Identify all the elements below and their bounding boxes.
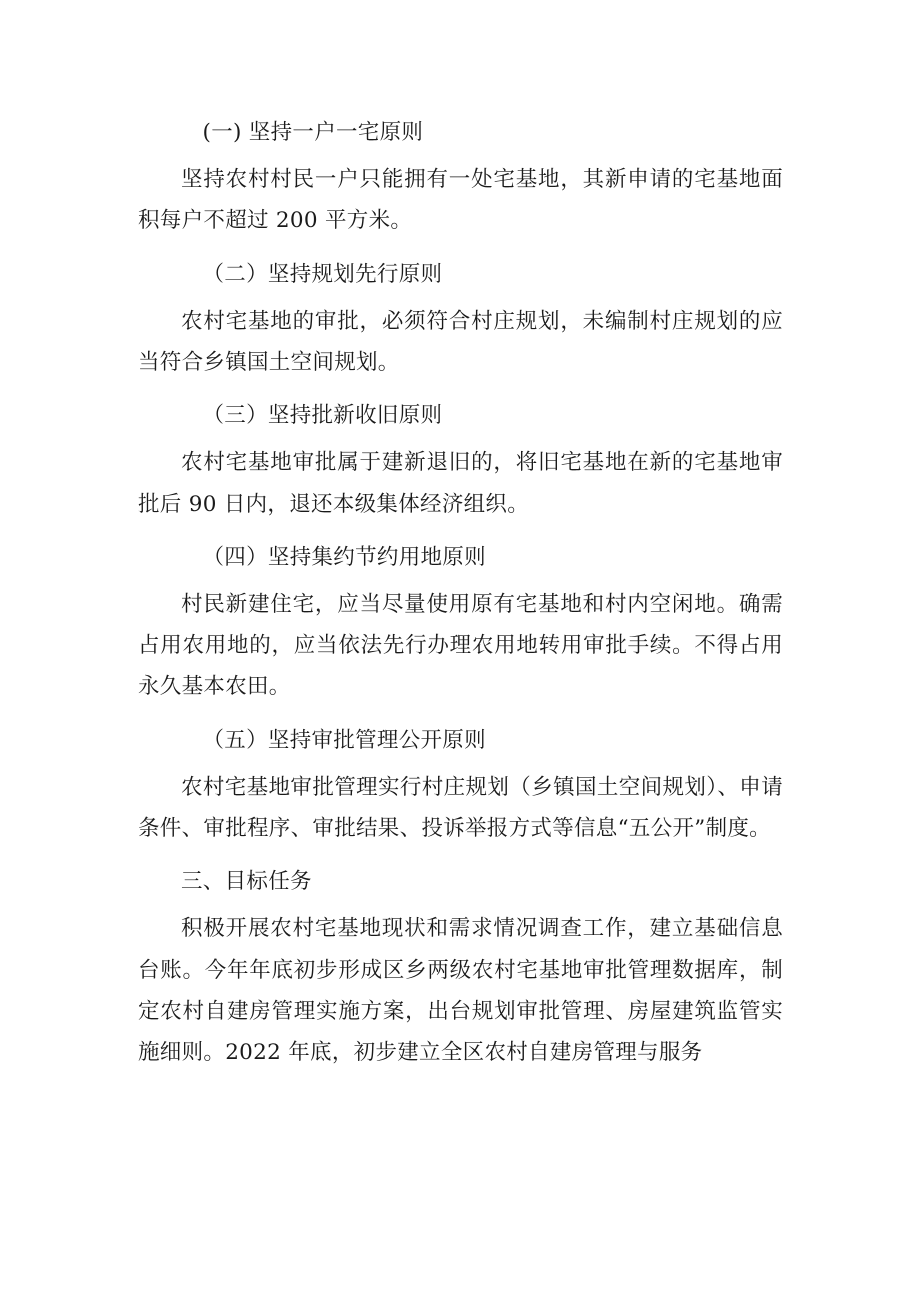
paragraph-principle-2: 农村宅基地的审批，必须符合村庄规划，未编制村庄规划的应当符合乡镇国土空间规划。	[138, 308, 783, 376]
paragraph-principle-3: 农村宅基地审批属于建新退旧的，将旧宅基地在新的宅基地审批后 90 日内，退还本级集体经济组织。	[138, 450, 783, 517]
section-heading-goals: 三、目标任务	[181, 869, 312, 895]
subheading-principle-2: （二）坚持规划先行原则	[202, 261, 443, 287]
subheading-principle-1: (一) 坚持一户一宅原则	[202, 120, 424, 145]
paragraph-principle-4: 村民新建住宅，应当尽量使用原有宅基地和村内空闲地。确需占用农用地的，应当依法先行办理农用地转用审批手续。不得占用永久基本农田。	[138, 592, 783, 700]
subheading-principle-3: （三）坚持批新收旧原则	[202, 403, 443, 429]
paragraph-principle-1: 坚持农村村民一户只能拥有一处宅基地，其新申请的宅基地面积每户不超过 200 平方米。	[138, 167, 783, 234]
paragraph-goals: 积极开展农村宅基地现状和需求情况调查工作，建立基础信息台账。今年年底初步形成区乡两级农村宅基地审批管理数据库，制定农村自建房管理实施方案，出台规划审批管理、房屋建筑监管实施细则。2022 年底，初步建立全区农村自建房管理与服务	[138, 916, 783, 1066]
subheading-principle-4: （四）坚持集约节约用地原则	[202, 544, 486, 570]
document-body	[138, 112, 783, 1073]
paragraph-principle-5: 农村宅基地审批管理实行村庄规划（乡镇国土空间规划）、申请条件、审批程序、审批结果、投诉举报方式等信息“五公开”制度。	[138, 774, 783, 842]
subheading-principle-5: （五）坚持审批管理公开原则	[202, 727, 486, 753]
